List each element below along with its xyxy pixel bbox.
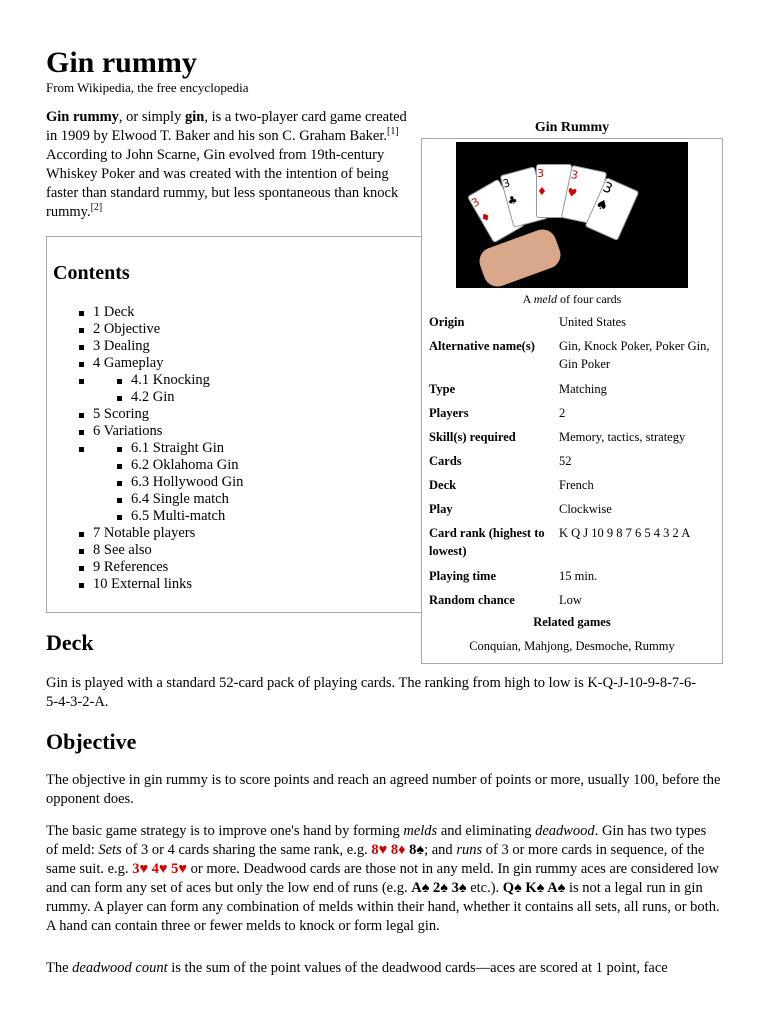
- text: and eliminating: [437, 823, 536, 839]
- reference-link[interactable]: [1]: [386, 126, 399, 138]
- toc-item[interactable]: 6 Variations: [79, 423, 243, 440]
- infobox-row: [429, 476, 719, 500]
- infobox-label: Skill(s) required: [429, 430, 516, 444]
- playing-card: 3 ♦: [467, 179, 525, 244]
- intro-text: According to John Scarne, Gin evolved from 19th-century Whiskey Poker and was created with the intention of being faster than standard rummy, but less spontaneous than knock rummy.: [46, 147, 399, 220]
- infobox-row: [429, 567, 719, 591]
- caption-text: of four cards: [557, 292, 622, 306]
- card-example: 8♦: [390, 842, 406, 858]
- infobox-label: Playing time: [429, 569, 497, 583]
- infobox-value: United States: [559, 315, 627, 329]
- text: is the sum of the point values of the deadwood cards—aces are scored at 1 point, face: [167, 960, 668, 976]
- infobox-label: Card rank (highest to lowest): [429, 526, 545, 558]
- toc-item[interactable]: 6.2 Oklahoma Gin: [117, 457, 243, 474]
- toc-item[interactable]: 6.3 Hollywood Gin: [117, 474, 243, 491]
- toc-item[interactable]: 2 Objective: [79, 321, 243, 338]
- toc-item[interactable]: 6.1 Straight Gin: [117, 440, 243, 457]
- deck-paragraph: Gin is played with a standard 52-card pack of playing cards. The ranking from high to low is K-Q-J-10-9-8-7-6-5-4-3-2-A.: [46, 675, 697, 710]
- infobox-value: Low: [559, 593, 582, 607]
- objective-paragraph-3: [46, 959, 736, 978]
- page-title: Gin rummy: [46, 46, 197, 79]
- text: of 3 or 4 cards sharing the same rank, e.g.: [121, 842, 372, 858]
- text: or more. Deadwood cards are those not in any meld. In gin rummy aces are considered low and can form any set of aces but only the low end of runs (e.g.: [46, 861, 719, 896]
- infobox-value: 15 min.: [559, 569, 598, 583]
- infobox-label: Deck: [429, 478, 457, 492]
- card-example: 8♥: [371, 842, 388, 858]
- playing-card: 3 ♣: [500, 166, 549, 227]
- text: . Gin has two types of meld:: [46, 823, 707, 858]
- table-of-contents: [46, 236, 424, 613]
- toc-item[interactable]: 4.1 Knocking: [117, 372, 243, 389]
- infobox-label: Players: [429, 406, 469, 420]
- toc-item[interactable]: 4 Gameplay: [79, 355, 243, 372]
- infobox-row: [429, 500, 719, 524]
- card-example: Q♠ K♠ A♠: [502, 880, 566, 896]
- infobox-value: Matching: [559, 382, 607, 396]
- infobox-value: 52: [559, 454, 572, 468]
- term-deadwood: deadwood: [535, 823, 595, 839]
- caption-em: meld: [533, 292, 558, 306]
- card-example: 8♠: [409, 842, 425, 858]
- toc-sublist-wrapper: [79, 440, 243, 525]
- toc-item[interactable]: 5 Scoring: [79, 406, 243, 423]
- page-subtitle: From Wikipedia, the free encyclopedia: [46, 80, 249, 95]
- intro-paragraph: [46, 108, 411, 222]
- infobox: [421, 120, 723, 664]
- objective-paragraph-2: [46, 822, 721, 936]
- intro-bold-gin: gin: [184, 109, 205, 125]
- infobox-value: Gin, Knock Poker, Poker Gin, Gin Poker: [559, 339, 710, 371]
- infobox-title: Gin Rummy: [534, 120, 610, 135]
- toc-item[interactable]: 6.5 Multi-match: [117, 508, 243, 525]
- infobox-rows: [429, 313, 719, 615]
- infobox-value: Clockwise: [559, 502, 612, 516]
- toc-item[interactable]: 9 References: [79, 559, 243, 576]
- infobox-row: [429, 524, 719, 567]
- term-sets: Sets: [98, 842, 122, 858]
- infobox-row: [429, 428, 719, 452]
- infobox-row: [429, 337, 719, 380]
- toc-item[interactable]: 3 Dealing: [79, 338, 243, 355]
- toc-item[interactable]: 8 See also: [79, 542, 243, 559]
- infobox-label: Random chance: [429, 593, 515, 607]
- toc-list: [79, 304, 243, 593]
- infobox-value: Memory, tactics, strategy: [559, 430, 686, 444]
- text: etc.).: [466, 880, 503, 896]
- text: The: [46, 960, 73, 976]
- text: ; and: [424, 842, 457, 858]
- infobox-caption: [422, 290, 722, 308]
- infobox-label: Play: [429, 502, 453, 516]
- term-melds: melds: [403, 823, 438, 839]
- infobox-row: [429, 452, 719, 476]
- toc-item[interactable]: 7 Notable players: [79, 525, 243, 542]
- section-heading-deck: Deck: [46, 630, 94, 655]
- intro-text: , is a two-player card game created in 1909 by Elwood T. Baker and his son C. Graham Baker.: [46, 109, 407, 144]
- toc-item[interactable]: 4.2 Gin: [117, 389, 243, 406]
- toc-item[interactable]: 1 Deck: [79, 304, 243, 321]
- toc-item[interactable]: 10 External links: [79, 576, 243, 593]
- infobox-value: French: [559, 478, 594, 492]
- playing-card: 3 ♥: [561, 165, 607, 225]
- infobox-label: Alternative name(s): [429, 339, 535, 353]
- infobox-row: [429, 313, 719, 337]
- card-example: 3♥ 4♥ 5♥: [132, 861, 188, 877]
- text: of 3 or more cards in sequence, of the same suit. e.g.: [46, 842, 705, 877]
- toc-item[interactable]: 6.4 Single match: [117, 491, 243, 508]
- infobox-value: K Q J 10 9 8 7 6 5 4 3 2 A: [559, 526, 691, 540]
- related-games-heading: Related games: [533, 615, 611, 629]
- infobox-image: [456, 142, 688, 288]
- infobox-row: [429, 404, 719, 428]
- related-games[interactable]: Conquian, Mahjong, Desmoche, Rummy: [469, 639, 675, 653]
- term-deadwood-count: deadwood count: [72, 960, 168, 976]
- text: is not a legal run in gin rummy. A player can form any combination of melds within their hand, whether it contains all sets, all runs, or both. A hand can contain three or fewer melds to knock or form legal gin.: [46, 880, 720, 934]
- intro-text: , or simply: [118, 109, 185, 125]
- infobox-value: 2: [559, 406, 566, 420]
- infobox-label: Origin: [429, 315, 465, 329]
- reference-link[interactable]: [2]: [90, 202, 103, 214]
- section-heading-objective: Objective: [46, 729, 137, 754]
- playing-card: 3 ♠: [585, 177, 640, 241]
- infobox-row: [429, 380, 719, 404]
- term-runs: runs: [456, 842, 483, 858]
- infobox-label: Cards: [429, 454, 462, 468]
- caption-text: A: [522, 292, 534, 306]
- playing-card: 3 ♦: [536, 164, 572, 218]
- infobox-row: [429, 591, 719, 615]
- toc-heading: Contents: [53, 262, 130, 284]
- intro-bold-name: Gin rummy: [46, 109, 119, 125]
- card-example: A♠ 2♠ 3♠: [411, 880, 467, 896]
- text: The basic game strategy is to improve one's hand by forming: [46, 823, 404, 839]
- toc-sublist-wrapper: [79, 372, 243, 406]
- objective-paragraph-1: The objective in gin rummy is to score points and reach an agreed number of points or more, usually 100, before the opponent does.: [46, 772, 721, 807]
- infobox-label: Type: [429, 382, 456, 396]
